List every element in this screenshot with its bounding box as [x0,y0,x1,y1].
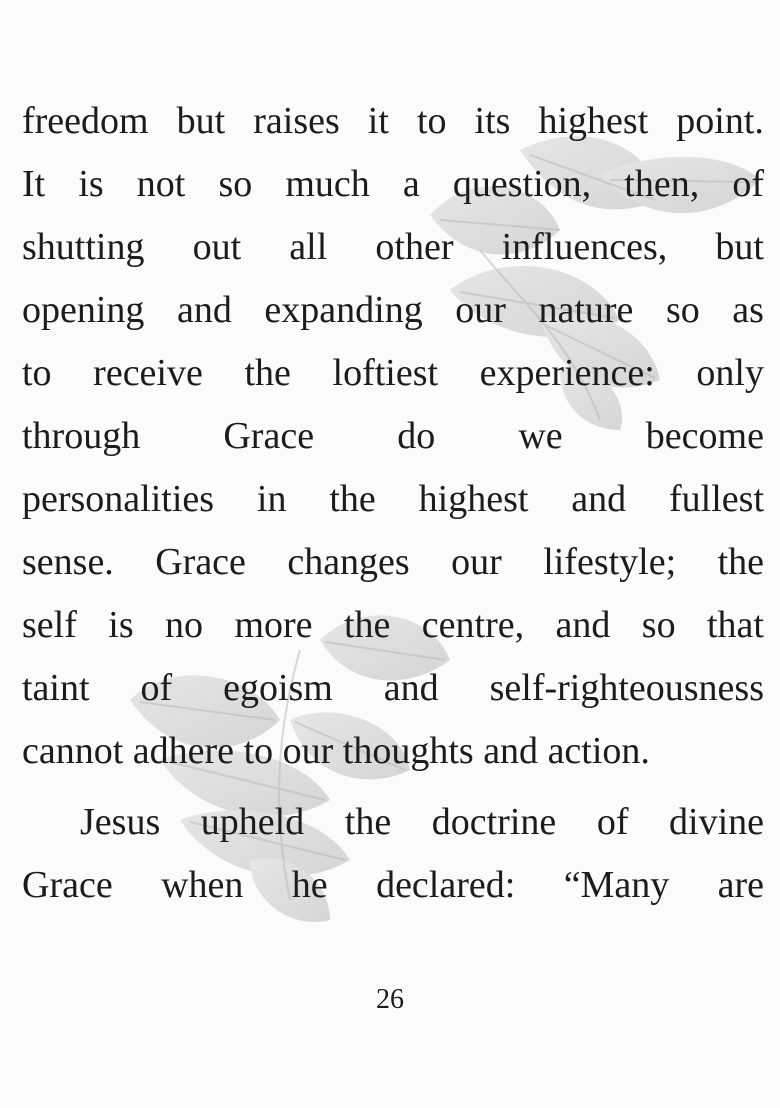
word: our [455,289,506,331]
word: in [256,478,287,520]
word: it [367,100,389,142]
word: of [596,801,629,843]
word: highest [418,478,529,520]
text-line [22,468,764,531]
word: of [732,163,764,205]
word: all [289,226,328,268]
text-line [22,90,764,153]
word: receive [93,352,203,394]
word: self-righteousness [489,667,764,709]
word: opening [22,289,145,331]
word: but [715,226,764,268]
word: upheld [200,801,305,843]
word: do [397,415,436,457]
word: not [136,163,186,205]
word: expanding [264,289,423,331]
word: fullest [669,478,764,520]
word: It [22,163,46,205]
word: and [383,667,439,709]
word: egoism [223,667,333,709]
word: when [161,864,244,906]
word: action. [547,730,650,772]
word: the [344,801,392,843]
text-line [22,594,764,657]
word: much [285,163,370,205]
word: so [218,163,253,205]
word: so [641,604,676,646]
text-line [22,153,764,216]
text-line [22,216,764,279]
word: “Many [563,864,670,906]
word: other [375,226,454,268]
word: centre, [421,604,525,646]
word: self [22,604,77,646]
word: become [645,415,764,457]
body-text [22,90,764,917]
word: taint [22,667,90,709]
word: only [696,352,764,394]
word: declared: [376,864,516,906]
word: and [555,604,611,646]
word: shutting [22,226,145,268]
word: highest [538,100,649,142]
word: changes [287,541,410,583]
word: so [665,289,700,331]
word: Jesus [80,801,161,843]
word: out [192,226,242,268]
word: adhere [132,730,235,772]
word: influences, [501,226,668,268]
word: doctrine [431,801,557,843]
word: the [329,478,376,520]
text-line [22,531,764,594]
text-line [22,405,764,468]
word: Grace [22,864,113,906]
word: raises [253,100,340,142]
word: and [176,289,232,331]
word: the [717,541,764,583]
word: lifestyle; [543,541,677,583]
word: to [416,100,447,142]
word: is [108,604,134,646]
word: our [451,541,502,583]
page-number: 26 [376,984,404,1015]
word: that [706,604,764,646]
word: no [165,604,204,646]
word: personalities [22,478,215,520]
word: loftiest [332,352,439,394]
word: are [717,864,764,906]
word: more [234,604,313,646]
word: he [291,864,328,906]
text-line [22,342,764,405]
text-line [22,279,764,342]
word: the [244,352,291,394]
word: we [518,415,563,457]
text-line [22,854,764,917]
word: the [343,604,391,646]
text-line [22,720,764,783]
word: but [176,100,226,142]
word: as [732,289,764,331]
word: point. [676,100,764,142]
word: to [243,730,274,772]
word: is [78,163,104,205]
paragraph-gap [22,783,764,791]
word: question, [452,163,592,205]
word: to [22,352,52,394]
word: Grace [155,541,246,583]
word: its [474,100,511,142]
word: and [571,478,627,520]
word: sense. [22,541,114,583]
word: of [140,667,173,709]
word: through [22,415,141,457]
word: thoughts [342,730,474,772]
word: divine [669,801,764,843]
word: a [402,163,420,205]
word: then, [624,163,700,205]
word: experience: [479,352,655,394]
word: and [483,730,539,772]
word: Grace [223,415,315,457]
text-line [22,791,764,854]
text-line [22,657,764,720]
word: our [282,730,334,772]
word: cannot [22,730,124,772]
word: nature [538,289,634,331]
word: freedom [22,100,149,142]
